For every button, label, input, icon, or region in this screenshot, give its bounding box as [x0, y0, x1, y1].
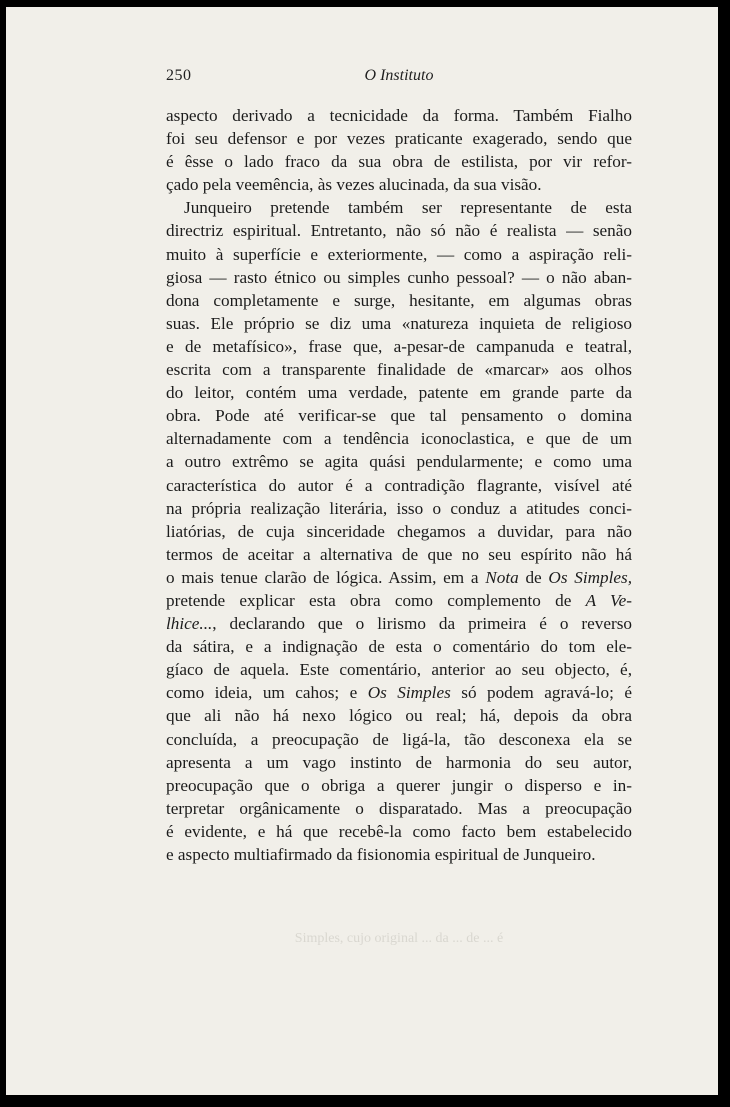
text-line: gíaco de aquela. Este comentário, anterior ao seu objecto, é, — [166, 660, 632, 680]
page-number: 250 — [166, 67, 192, 84]
text-line: da sátira, e a indignação de esta o comentário do tom ele- — [166, 637, 632, 657]
text-line: liatórias, de cuja sinceridade chegamos a duvidar, para não — [166, 521, 632, 541]
text-segment: como ideia, um cahos; e — [166, 683, 358, 703]
text-line: é evidente, e há que recebê-la como facto bem estabelecido — [166, 821, 632, 841]
text-line: dona completamente e surge, hesitante, em algumas obras — [166, 290, 632, 310]
text-line: preocupação que o obriga a querer jungir o disperso e in- — [166, 775, 632, 795]
italic-title-nota: Nota — [485, 567, 519, 587]
text-line: alternadamente com a tendência iconoclastica, e que de um — [166, 429, 632, 449]
text-line: e de metafísico», frase que, a-pesar-de campanuda e teatral, — [166, 336, 632, 356]
running-title: O Instituto — [364, 67, 434, 84]
text-line — [166, 589, 632, 612]
text-line — [166, 612, 632, 635]
text-line: na própria realização literária, isso o conduz a atitudes conci- — [166, 498, 632, 518]
bleed-through-text: Simples, cujo original ... da ... de ... é — [294, 931, 504, 946]
text-segment: de — [525, 567, 542, 587]
text-line: obra. Pode até verificar-se que tal pensamento o domina — [166, 406, 632, 426]
text-line — [166, 566, 632, 589]
text-segment: , declarando que o lirismo da primeira é o reverso — [212, 614, 632, 634]
text-line: escrita com a transparente finalidade de «marcar» aos olhos — [166, 360, 632, 380]
text-line: apresenta a um vago instinto de harmonia do seu autor, — [166, 752, 632, 772]
italic-title-os-simples: Os Simples — [367, 683, 451, 703]
text-segment: só podem agravá-lo; é — [461, 683, 633, 703]
text-line: do leitor, contém uma verdade, patente em grande parte da — [166, 383, 632, 403]
text-line: giosa — rasto étnico ou simples cunho pessoal? — o não aban- — [166, 267, 632, 287]
text-line: Junqueiro pretende também ser representante de esta — [184, 198, 632, 218]
text-line: termos de aceitar a alternativa de que no seu espírito não há — [166, 544, 632, 564]
text-line: foi seu defensor e por vezes praticante exagerado, sendo que — [166, 129, 632, 149]
italic-title-a-velhice: A Ve- — [585, 590, 632, 610]
text-line: concluída, a preocupação de ligá-la, tão desconexa ela se — [166, 729, 632, 749]
text-line: directriz espiritual. Entretanto, não só não é realista — senão — [166, 221, 632, 241]
text-line: a outro extrêmo se agita quási pendularmente; e como uma — [166, 452, 632, 472]
italic-title-os-simples: Os Simples, — [548, 567, 633, 587]
text-segment: pretende explicar esta obra como complemento de — [166, 590, 572, 610]
book-page — [6, 7, 718, 1095]
text-segment: o mais tenue clarão de lógica. Assim, em a — [166, 567, 479, 587]
text-line: que ali não há nexo lógico ou real; há, depois da obra — [166, 706, 632, 726]
text-line: terpretar orgânicamente o disparatado. Mas a preocupação — [166, 798, 632, 818]
text-line: suas. Ele próprio se diz uma «natureza inquieta de religioso — [166, 313, 632, 333]
text-line: muito à superfície e exteriormente, — como a aspiração reli- — [166, 244, 632, 264]
text-line: e aspecto multiafirmado da fisionomia espiritual de Junqueiro. — [166, 845, 596, 864]
text-line — [166, 681, 632, 704]
body-text — [166, 104, 632, 866]
text-line: é êsse o lado fraco da sua obra de estilista, por vir refor- — [166, 152, 632, 172]
text-line: característica do autor é a contradição flagrante, visível até — [166, 475, 632, 495]
text-line: aspecto derivado a tecnicidade da forma. Também Fialho — [166, 106, 632, 125]
text-line: çado pela veemência, às vezes alucinada, da sua visão. — [166, 175, 542, 195]
italic-title-a-velhice-cont: lhice... — [166, 614, 213, 634]
page-header — [166, 67, 632, 89]
